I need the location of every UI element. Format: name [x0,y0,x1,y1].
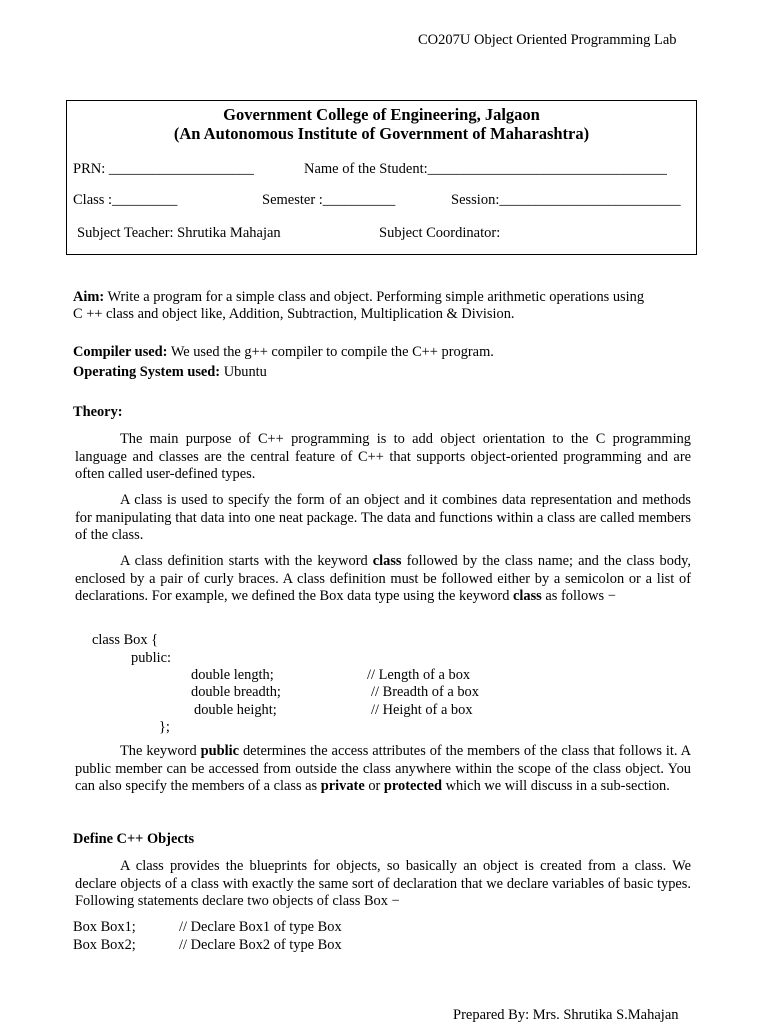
theory-paragraph-1: The main purpose of C++ programming is to add object orientation to the C programming language and classes are the central feature of C++ that supports object-oriented programming and are often called user-defined types. [75,431,691,482]
aim-label: Aim: [73,289,105,305]
subject-teacher: Subject Teacher: Shrutika Mahajan [77,225,281,241]
college-name: Government College of Engineering, Jalgaon [223,105,540,124]
session-field: Session:_________________________ [451,192,681,208]
declaration-line: Box Box2; [73,937,136,953]
p4-text-c: or [364,778,384,794]
keyword-private: private [320,778,365,794]
keyword-class: class [372,553,402,569]
compiler-text: We used the g++ compiler to compile the C++ program. [167,344,494,360]
keyword-public: public [200,743,240,759]
code-line: public: [131,650,171,666]
subject-coordinator: Subject Coordinator: [379,225,501,241]
p4-text-b: determines the access attributes of the members of the class that follows it. A public member can be accessed from outside the class anywhere within the scope of the class object. You can also specify the members of a class as [75,743,691,794]
os-text: Ubuntu [220,364,267,380]
compiler-label: Compiler used: [73,344,168,360]
code-comment: // Length of a box [367,667,471,683]
class-field: Class :_________ [73,192,178,208]
compiler-line [73,344,494,361]
theory-heading: Theory: [73,404,123,420]
p3-text-c: as follows − [541,588,616,604]
p3-text-a: A class definition starts with the keyword [120,553,373,569]
objects-heading: Define C++ Objects [73,831,195,847]
code-comment: // Breadth of a box [371,684,479,700]
theory-paragraph-3 [75,553,691,606]
p4-text-d: which we will discuss in a sub-section. [442,778,670,794]
semester-field: Semester :__________ [262,192,396,208]
declaration-line: Box Box1; [73,919,136,935]
code-line: double breadth; [191,684,281,700]
theory-paragraph-2: A class is used to specify the form of an object and it combines data representation and methods for manipulating that data into one neat package. The data and functions within a class are called members of the class. [75,492,691,543]
aim-text: Write a program for a simple class and object. Performing simple arithmetic operations using [104,289,645,305]
student-info-box [66,100,697,255]
objects-paragraph: A class provides the blueprints for objects, so basically an object is created from a class. We declare objects of a class with exactly the same sort of declaration that we declare variables of basic types. Following statements declare two objects of class Box − [75,858,691,909]
aim-line-2: C ++ class and object like, Addition, Subtraction, Multiplication & Division. [73,306,515,322]
os-label: Operating System used: [73,364,221,380]
course-header: CO207U Object Oriented Programming Lab [418,32,677,48]
declaration-comment: // Declare Box1 of type Box [179,919,342,935]
prn-field: PRN: ____________________ [73,161,254,177]
code-line: }; [159,719,170,735]
code-line: double height; [194,702,277,718]
os-line [73,364,267,381]
p4-text-a: The keyword [120,743,201,759]
prepared-by-footer: Prepared By: Mrs. Shrutika S.Mahajan [453,1007,679,1023]
keyword-protected: protected [383,778,442,794]
p3-text-b: followed by the class name; and the class body, enclosed by a pair of curly braces. A class definition must be followed either by a semicolon or a list of declarations. For example, we defined the Box data type using the keyword [75,553,691,604]
theory-paragraph-4 [75,743,691,796]
code-comment: // Height of a box [371,702,473,718]
aim-line-1 [73,289,644,306]
code-line: double length; [191,667,274,683]
student-name-field: Name of the Student:_________________________________ [304,161,667,177]
keyword-class: class [513,588,542,604]
institute-name: (An Autonomous Institute of Government of Maharashtra) [173,124,590,143]
code-line: class Box { [92,632,159,648]
declaration-comment: // Declare Box2 of type Box [179,937,342,953]
